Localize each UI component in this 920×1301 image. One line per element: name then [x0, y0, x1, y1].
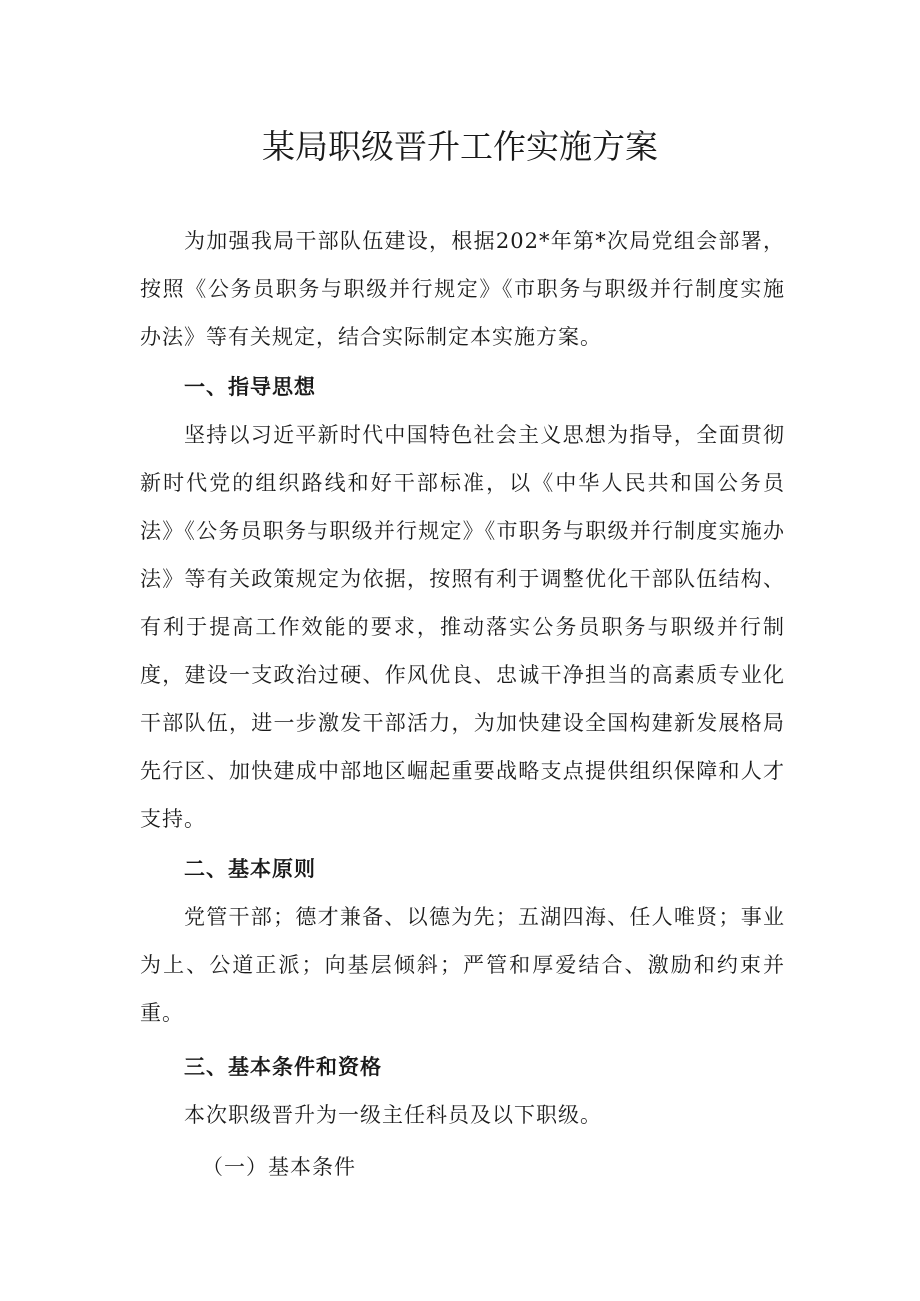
section-text-guiding-ideology: 坚持以习近平新时代中国特色社会主义思想为指导，全面贯彻新时代党的组织路线和好干部标准，以《中华人民共和国公务员法》《公务员职务与职级并行规定》《市职务与职级并行制度实施办法》等有关政策规定为依据，按照有利于调整优化干部队伍结构、有利于提高工作效能的要求，推动落实公务员职务与职级并行制度，建设一支政治过硬、作风优良、忠诚干净担当的高素质专业化干部队伍，进一步激发干部活力，为加快建设全国构建新发展格局先行区、加快建成中部地区崛起重要战略支点提供组织保障和人才支持。 — [140, 423, 785, 831]
subsection-heading-basic-conditions: （一）基本条件 — [202, 1155, 356, 1179]
section-heading-guiding-ideology: 一、指导思想 — [184, 375, 316, 399]
section-text-basic-principles: 党管干部；德才兼备、以德为先；五湖四海、任人唯贤；事业为上、公道正派；向基层倾斜；严管和厚爱结合、激励和约束并重。 — [140, 905, 785, 1025]
document-body — [140, 217, 785, 1191]
section-heading-conditions: 三、基本条件和资格 — [184, 1055, 382, 1079]
document-title: 某局职级晋升工作实施方案 — [262, 127, 658, 166]
section-text-conditions: 本次职级晋升为一级主任科员及以下职级。 — [184, 1103, 602, 1127]
section-heading-basic-principles: 二、基本原则 — [184, 857, 316, 881]
intro-paragraph: 为加强我局干部队伍建设，根据202*年第*次局党组会部署，按照《公务员职务与职级并行规定》《市职务与职级并行制度实施办法》等有关规定，结合实际制定本实施方案。 — [140, 229, 785, 349]
